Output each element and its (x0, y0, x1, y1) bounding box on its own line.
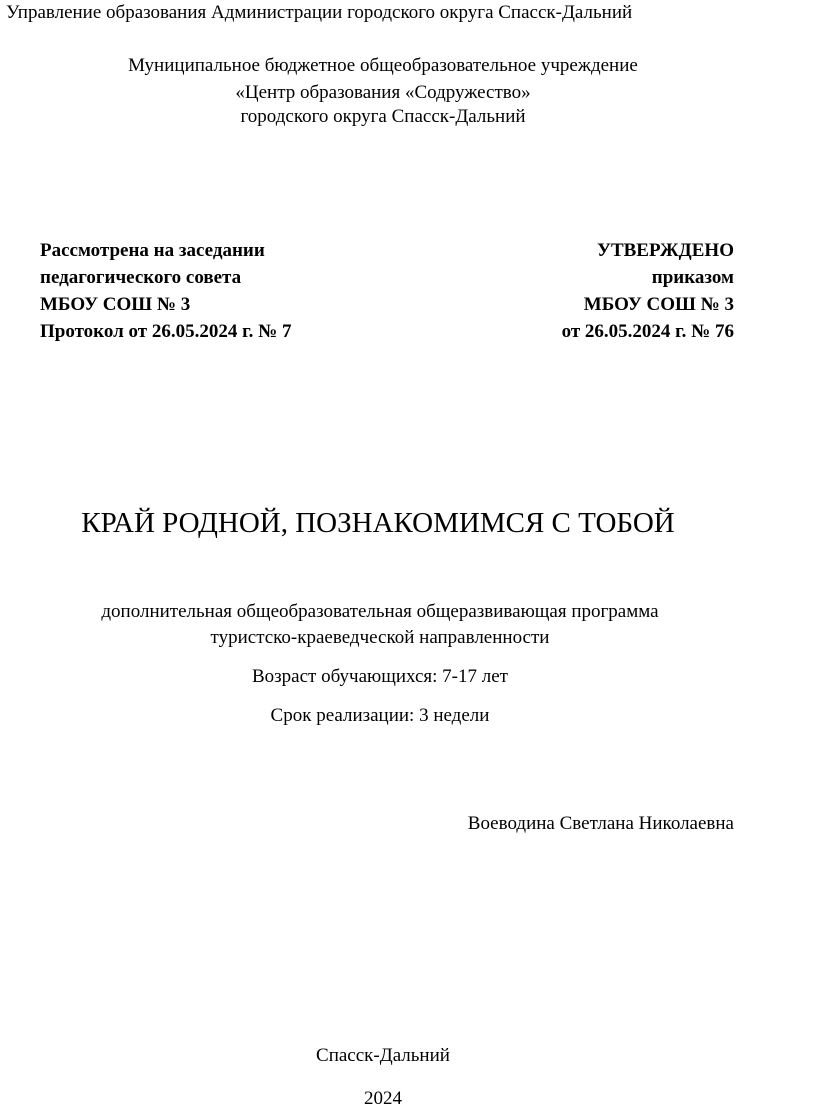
institution-line-3: городского округа Спасск-Дальний (240, 106, 526, 127)
approval-right-line-2: приказом (651, 267, 734, 288)
approval-right-line-3: МБОУ СОШ № 3 (583, 294, 734, 315)
author-name: Воеводина Светлана Николаевна (467, 813, 734, 834)
approval-right-line-4: от 26.05.2024 г. № 76 (561, 321, 734, 342)
approval-left-line-2: педагогического совета (40, 267, 242, 288)
program-duration: Срок реализации: 3 недели (270, 705, 490, 726)
approval-left-block (40, 237, 291, 345)
program-title: КРАЙ РОДНОЙ, ПОЗНАКОМИМСЯ С ТОБОЙ (81, 507, 675, 539)
program-age: Возраст обучающихся: 7-17 лет (252, 666, 508, 687)
institution-line-1: Муниципальное бюджетное общеобразовательное учреждение (128, 55, 638, 76)
approval-right-block (562, 237, 734, 345)
department-header: Управление образования Администрации городского округа Спасск-Дальний (6, 2, 633, 23)
institution-line-2: «Центр образования «Содружество» (235, 82, 531, 103)
approval-right-line-1: УТВЕРЖДЕНО (597, 240, 734, 261)
program-type-line-1: дополнительная общеобразовательная общеразвивающая программа (101, 601, 659, 622)
approval-left-line-3: МБОУ СОШ № 3 (40, 294, 191, 315)
footer-year: 2024 (364, 1088, 402, 1109)
approval-left-line-1: Рассмотрена на заседании (40, 240, 265, 261)
program-type-line-2: туристско-краеведческой направленности (210, 627, 550, 648)
approval-left-line-4: Протокол от 26.05.2024 г. № 7 (40, 321, 292, 342)
footer-city: Спасск-Дальний (316, 1045, 450, 1066)
